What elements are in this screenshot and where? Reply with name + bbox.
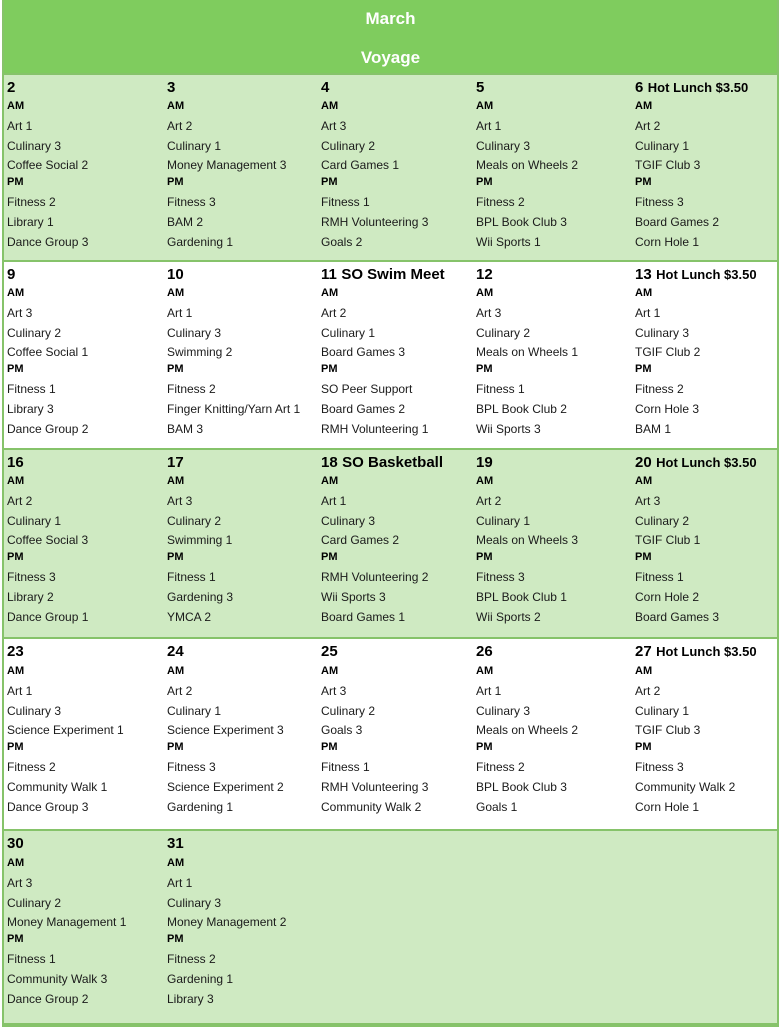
activity: Wii Sports 3 <box>476 422 541 436</box>
activity: Art 3 <box>321 119 347 133</box>
activity: Board Games 2 <box>321 402 406 416</box>
activity: Dance Group 3 <box>7 800 89 814</box>
activity: Dance Group 1 <box>7 610 89 624</box>
activity: Money Management 3 <box>167 158 287 172</box>
activity: Art 2 <box>167 119 193 133</box>
pm-label: PM <box>321 741 338 753</box>
am-label: AM <box>321 100 339 112</box>
activity: Fitness 2 <box>635 382 684 396</box>
day-number: 16 <box>7 454 24 471</box>
pm-label: PM <box>167 933 184 945</box>
day-cell <box>476 450 626 637</box>
am-label: AM <box>167 475 185 487</box>
month-title: March <box>365 9 416 28</box>
day-cell <box>7 75 157 260</box>
activity: Goals 3 <box>321 723 363 737</box>
day-cell <box>167 75 317 260</box>
activity: Art 3 <box>476 306 502 320</box>
day-cell <box>321 450 471 637</box>
activity: Swimming 2 <box>167 345 233 359</box>
activity: Card Games 2 <box>321 533 400 547</box>
pm-label: PM <box>476 176 493 188</box>
am-label: AM <box>476 287 494 299</box>
activity: Meals on Wheels 2 <box>476 723 579 737</box>
day-cell <box>7 262 157 448</box>
day-cell <box>321 639 471 829</box>
activity: Fitness 1 <box>635 570 684 584</box>
day-number: 19 <box>476 454 493 471</box>
activity: Library 3 <box>7 402 54 416</box>
day-number: 2 <box>7 79 16 96</box>
activity: Dance Group 2 <box>7 992 89 1006</box>
pm-label: PM <box>321 551 338 563</box>
activity: Community Walk 2 <box>321 800 422 814</box>
activity: Fitness 3 <box>7 570 56 584</box>
pm-label: PM <box>635 176 652 188</box>
activity: Fitness 1 <box>7 382 56 396</box>
day-header <box>7 643 24 661</box>
activity: Community Walk 1 <box>7 780 108 794</box>
calendar-header <box>4 0 777 75</box>
activity: Art 1 <box>321 494 347 508</box>
activity: Library 2 <box>7 590 54 604</box>
activity: SO Peer Support <box>321 382 413 396</box>
activity: Culinary 2 <box>635 514 690 528</box>
day-header <box>476 79 484 97</box>
activity: RMH Volunteering 2 <box>321 570 429 584</box>
activity: Fitness 1 <box>476 382 525 396</box>
day-event-title: SO Swim Meet <box>341 266 445 283</box>
day-cell <box>167 831 317 1023</box>
pm-label: PM <box>167 741 184 753</box>
day-header <box>7 79 15 97</box>
am-label: AM <box>476 475 494 487</box>
activity: BAM 1 <box>635 422 672 436</box>
day-number: 13 <box>635 266 652 283</box>
activity: Corn Hole 1 <box>635 800 700 814</box>
day-cell <box>635 262 781 448</box>
activity: Art 1 <box>167 876 193 890</box>
day-cell <box>476 75 626 260</box>
day-cell <box>7 831 157 1023</box>
day-number: 5 <box>476 79 485 96</box>
day-number: 11 <box>321 266 337 283</box>
day-number: 25 <box>321 643 338 660</box>
activity: Art 1 <box>476 119 502 133</box>
week-row <box>4 450 777 639</box>
activity: Library 1 <box>7 215 54 229</box>
activity: Fitness 1 <box>7 952 56 966</box>
pm-label: PM <box>167 363 184 375</box>
am-label: AM <box>167 665 185 677</box>
day-header <box>167 643 184 661</box>
activity: RMH Volunteering 3 <box>321 780 429 794</box>
day-number: 10 <box>167 266 184 283</box>
activity: Culinary 2 <box>7 896 62 910</box>
activity: Fitness 2 <box>7 760 56 774</box>
activity: Culinary 3 <box>635 326 690 340</box>
day-header <box>321 454 443 472</box>
day-header <box>321 79 329 97</box>
activity: Board Games 3 <box>321 345 406 359</box>
weeks-container <box>4 75 777 1025</box>
day-header <box>635 266 757 284</box>
week-row <box>4 75 777 262</box>
activity: Corn Hole 3 <box>635 402 700 416</box>
activity: Corn Hole 1 <box>635 235 700 249</box>
activity: TGIF Club 1 <box>635 533 701 547</box>
am-label: AM <box>167 100 185 112</box>
pm-label: PM <box>476 551 493 563</box>
day-number: 9 <box>7 266 16 283</box>
activity: Culinary 2 <box>321 139 376 153</box>
activity: BPL Book Club 3 <box>476 215 567 229</box>
day-cell <box>167 262 317 448</box>
day-header <box>167 266 184 284</box>
program-title: Voyage <box>360 48 421 67</box>
activity: Board Games 3 <box>635 610 720 624</box>
am-label: AM <box>476 665 494 677</box>
activity: Fitness 2 <box>7 195 56 209</box>
activity: Culinary 2 <box>476 326 531 340</box>
activity: Fitness 3 <box>476 570 525 584</box>
week-row <box>4 639 777 831</box>
activity: Finger Knitting/Yarn Art 1 <box>167 402 301 416</box>
activity: Culinary 2 <box>7 326 62 340</box>
activity: Wii Sports 2 <box>476 610 541 624</box>
am-label: AM <box>321 475 339 487</box>
activity: Culinary 1 <box>321 326 376 340</box>
activity: Culinary 3 <box>476 704 531 718</box>
day-cell <box>635 639 781 829</box>
am-label: AM <box>7 100 25 112</box>
activity: Fitness 1 <box>167 570 216 584</box>
activity: Fitness 1 <box>321 760 370 774</box>
activity: Culinary 3 <box>321 514 376 528</box>
day-cell <box>321 75 471 260</box>
activity: Swimming 1 <box>167 533 233 547</box>
activity: Community Walk 2 <box>635 780 736 794</box>
pm-label: PM <box>635 551 652 563</box>
activity: Art 3 <box>7 306 33 320</box>
activity: Fitness 2 <box>167 382 216 396</box>
day-header <box>321 266 445 284</box>
activity: Culinary 1 <box>7 514 62 528</box>
day-event-title: Hot Lunch $3.50 <box>647 80 749 95</box>
day-cell <box>476 639 626 829</box>
activity: Fitness 1 <box>321 195 370 209</box>
activity: Fitness 3 <box>635 195 684 209</box>
activity: RMH Volunteering 1 <box>321 422 429 436</box>
pm-label: PM <box>635 363 652 375</box>
day-header <box>7 454 24 472</box>
pm-label: PM <box>7 933 24 945</box>
day-number: 12 <box>476 266 493 283</box>
activity: Culinary 1 <box>635 139 690 153</box>
pm-label: PM <box>635 741 652 753</box>
activity: Board Games 1 <box>321 610 406 624</box>
activity: Fitness 2 <box>167 952 216 966</box>
activity: Art 2 <box>7 494 33 508</box>
pm-label: PM <box>321 363 338 375</box>
day-event-title: Hot Lunch $3.50 <box>656 267 757 282</box>
activity: Science Experiment 3 <box>167 723 284 737</box>
pm-label: PM <box>7 363 24 375</box>
activity: TGIF Club 3 <box>635 158 701 172</box>
day-number: 20 <box>635 454 652 471</box>
activity: Card Games 1 <box>321 158 400 172</box>
day-number: 17 <box>167 454 184 471</box>
activity: Meals on Wheels 1 <box>476 345 579 359</box>
am-label: AM <box>635 475 653 487</box>
activity: Gardening 3 <box>167 590 234 604</box>
am-label: AM <box>167 287 185 299</box>
activity: Community Walk 3 <box>7 972 108 986</box>
am-label: AM <box>7 857 25 869</box>
activity: TGIF Club 2 <box>635 345 701 359</box>
activity: Fitness 3 <box>167 195 216 209</box>
am-label: AM <box>476 100 494 112</box>
am-label: AM <box>635 665 653 677</box>
activity: Art 2 <box>635 684 661 698</box>
activity: Gardening 1 <box>167 800 234 814</box>
day-cell <box>476 262 626 448</box>
day-header <box>476 266 493 284</box>
activity: Art 3 <box>321 684 347 698</box>
activity: Art 1 <box>635 306 661 320</box>
activity: Art 1 <box>476 684 502 698</box>
activity: Meals on Wheels 2 <box>476 158 579 172</box>
pm-label: PM <box>476 363 493 375</box>
activity: Art 2 <box>167 684 193 698</box>
activity: Goals 1 <box>476 800 518 814</box>
activity: BAM 2 <box>167 215 204 229</box>
activity: Dance Group 3 <box>7 235 89 249</box>
week-row <box>4 831 777 1025</box>
activity: Money Management 2 <box>167 915 287 929</box>
activity: Art 3 <box>7 876 33 890</box>
day-number: 18 <box>321 454 338 471</box>
activity: Art 3 <box>167 494 193 508</box>
day-number: 6 <box>635 79 644 96</box>
activity: Coffee Social 3 <box>7 533 89 547</box>
day-cell <box>635 75 781 260</box>
am-label: AM <box>7 475 25 487</box>
activity: Fitness 2 <box>476 760 525 774</box>
day-cell <box>167 450 317 637</box>
day-cell <box>167 639 317 829</box>
am-label: AM <box>7 287 25 299</box>
activity: Culinary 3 <box>476 139 531 153</box>
activity: Art 1 <box>7 684 33 698</box>
day-number: 26 <box>476 643 493 660</box>
activity: Culinary 1 <box>167 139 222 153</box>
day-cell <box>635 450 781 637</box>
day-header <box>167 454 184 472</box>
day-event-title: Hot Lunch $3.50 <box>656 455 757 470</box>
am-label: AM <box>321 287 339 299</box>
day-header <box>635 79 748 97</box>
activity: Dance Group 2 <box>7 422 89 436</box>
day-header <box>7 266 15 284</box>
activity: Coffee Social 2 <box>7 158 89 172</box>
day-header <box>476 643 493 661</box>
activity: Art 1 <box>7 119 33 133</box>
activity: YMCA 2 <box>167 610 212 624</box>
activity: Library 3 <box>167 992 214 1006</box>
activity: BPL Book Club 1 <box>476 590 567 604</box>
activity: Culinary 1 <box>476 514 531 528</box>
day-number: 24 <box>167 643 184 660</box>
day-number: 27 <box>635 643 652 660</box>
activity: Culinary 2 <box>167 514 222 528</box>
am-label: AM <box>635 100 653 112</box>
activity: TGIF Club 3 <box>635 723 701 737</box>
activity: Money Management 1 <box>7 915 127 929</box>
activity: Corn Hole 2 <box>635 590 700 604</box>
activity: Art 2 <box>321 306 347 320</box>
activity: Wii Sports 1 <box>476 235 541 249</box>
activity: Goals 2 <box>321 235 363 249</box>
activity: Culinary 2 <box>321 704 376 718</box>
pm-label: PM <box>476 741 493 753</box>
activity: Gardening 1 <box>167 972 234 986</box>
activity: Fitness 2 <box>476 195 525 209</box>
activity: Culinary 3 <box>7 704 62 718</box>
am-label: AM <box>635 287 653 299</box>
day-event-title: SO Basketball <box>342 454 444 471</box>
day-header <box>7 835 24 853</box>
day-cell <box>321 262 471 448</box>
pm-label: PM <box>167 176 184 188</box>
activity: Wii Sports 3 <box>321 590 386 604</box>
calendar <box>2 0 779 1027</box>
day-header <box>321 643 338 661</box>
day-header <box>476 454 493 472</box>
day-number: 30 <box>7 835 24 852</box>
pm-label: PM <box>7 176 24 188</box>
activity: Meals on Wheels 3 <box>476 533 579 547</box>
activity: Culinary 3 <box>167 896 222 910</box>
activity: BAM 3 <box>167 422 204 436</box>
activity: Coffee Social 1 <box>7 345 89 359</box>
pm-label: PM <box>167 551 184 563</box>
day-header <box>167 79 175 97</box>
day-event-title: Hot Lunch $3.50 <box>656 644 757 659</box>
activity: Fitness 3 <box>635 760 684 774</box>
am-label: AM <box>167 857 185 869</box>
activity: RMH Volunteering 3 <box>321 215 429 229</box>
activity: Culinary 3 <box>167 326 222 340</box>
day-number: 3 <box>167 79 176 96</box>
day-number: 31 <box>167 835 184 852</box>
pm-label: PM <box>7 741 24 753</box>
week-row <box>4 262 777 450</box>
activity: Culinary 1 <box>167 704 222 718</box>
activity: Science Experiment 2 <box>167 780 284 794</box>
pm-label: PM <box>7 551 24 563</box>
day-header <box>167 835 184 853</box>
am-label: AM <box>321 665 339 677</box>
day-number: 4 <box>321 79 330 96</box>
activity: Culinary 3 <box>7 139 62 153</box>
activity: Science Experiment 1 <box>7 723 124 737</box>
activity: Art 3 <box>635 494 661 508</box>
day-header <box>635 454 757 472</box>
activity: Fitness 3 <box>167 760 216 774</box>
activity: Board Games 2 <box>635 215 720 229</box>
activity: Gardening 1 <box>167 235 234 249</box>
activity: Art 2 <box>635 119 661 133</box>
day-number: 23 <box>7 643 24 660</box>
day-cell <box>7 639 157 829</box>
am-label: AM <box>7 665 25 677</box>
activity: BPL Book Club 2 <box>476 402 567 416</box>
activity: Art 2 <box>476 494 502 508</box>
pm-label: PM <box>321 176 338 188</box>
day-header <box>635 643 757 661</box>
day-cell <box>7 450 157 637</box>
activity: BPL Book Club 3 <box>476 780 567 794</box>
activity: Art 1 <box>167 306 193 320</box>
activity: Culinary 1 <box>635 704 690 718</box>
